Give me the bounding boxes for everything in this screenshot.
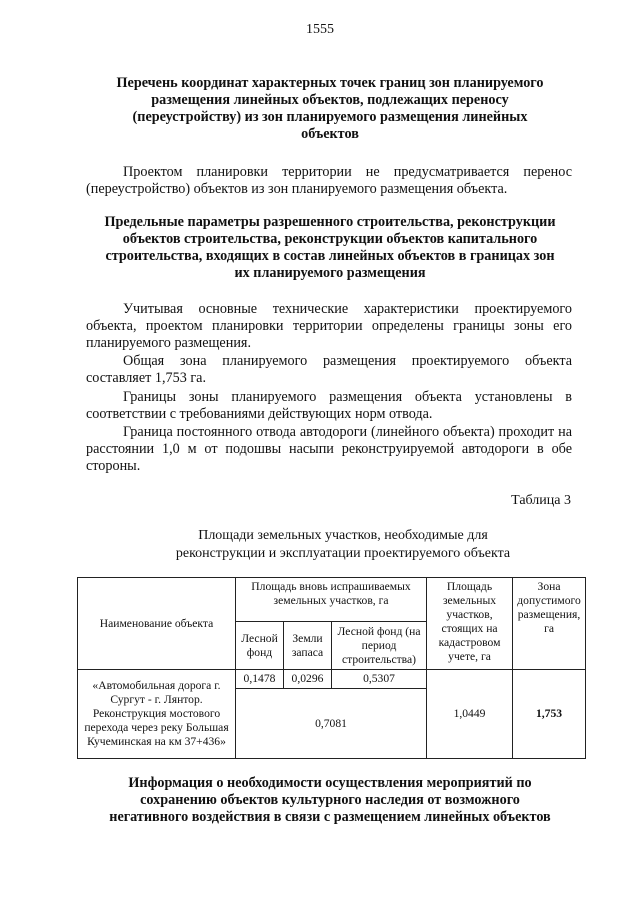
heading-line: Перечень координат характерных точек границ зон планируемого [116, 75, 544, 91]
heading-line: (переустройству) из зон планируемого размещения линейных [132, 109, 528, 125]
paragraph-zone-boundaries: Границы зоны планируемого размещения объекта установлены в соответствии с требованиями действующих норм отвода. [86, 389, 572, 422]
header-cadastral-area: Площадь земельных участков, стоящих на кадастровом учете, га [427, 578, 513, 670]
section-heading-parameters [80, 214, 580, 282]
table-title-line: реконструкции и эксплуатации проектируемого объекта [175, 546, 511, 561]
cell-forest-fund: 0,1478 [236, 670, 284, 689]
cell-object-name: «Автомобильная дорога г. Сургут - г. Лянтор. Реконструкция мостового перехода через реку Большая Кучеминская на км 37+436» [78, 670, 236, 759]
heading-line: размещения линейных объектов, подлежащих переносу [151, 92, 509, 108]
table-title-line: Площади земельных участков, необходимые для [198, 528, 488, 543]
heading-line: объектов строительства, реконструкции объектов капитального [122, 231, 538, 247]
heading-line: строительства, входящих в состав линейных объектов в границах зон [105, 248, 555, 264]
cell-forest-fund-construction: 0,5307 [332, 670, 427, 689]
land-areas-table [77, 577, 586, 759]
heading-line: Предельные параметры разрешенного строительства, реконструкции [104, 214, 556, 230]
heading-line: сохранению объектов культурного наследия от возможного [140, 792, 520, 808]
paragraph-total-zone: Общая зона планируемого размещения проектируемого объекта составляет 1,753 га. [86, 353, 572, 386]
heading-line: Информация о необходимости осуществления мероприятий по [128, 775, 532, 791]
cell-reserve-lands: 0,0296 [284, 670, 332, 689]
paragraph-allotment-boundary: Граница постоянного отвода автодороги (линейного объекта) проходит на расстоянии 1,0 м от подошвы насыпи реконструируемой автодороги в обе стороны. [86, 424, 572, 474]
header-placement-zone: Зона допустимого размещения, га [513, 578, 586, 670]
heading-line: негативного воздействия в связи с размещением линейных объектов [109, 809, 551, 825]
paragraph-no-relocation: Проектом планировки территории не предусматривается перенос (переустройство) объектов из зон планируемого размещения объекта. [86, 164, 572, 197]
header-object-name: Наименование объекта [78, 578, 236, 670]
page-number: 1555 [306, 22, 334, 37]
header-seized-area: Площадь вновь испрашиваемых земельных участков, га [236, 578, 427, 622]
section-heading-cultural-heritage [80, 775, 580, 826]
header-forest-fund-construction: Лесной фонд (на период строительства) [332, 622, 427, 670]
cell-seized-total: 0,7081 [236, 689, 427, 759]
header-forest-fund: Лесной фонд [236, 622, 284, 670]
table-label: Таблица 3 [511, 493, 571, 508]
paragraph-characteristics: Учитывая основные технические характеристики проектируемого объекта, проектом планировки территории определены границы зоны его планируемого размещения. [86, 301, 572, 351]
cell-placement-zone: 1,753 [513, 670, 586, 759]
cell-cadastral-area: 1,0449 [427, 670, 513, 759]
table-title [100, 527, 586, 563]
heading-line: их планируемого размещения [234, 265, 426, 281]
heading-line: объектов [301, 126, 359, 142]
header-reserve-lands: Земли запаса [284, 622, 332, 670]
section-heading-coordinates [80, 75, 580, 143]
